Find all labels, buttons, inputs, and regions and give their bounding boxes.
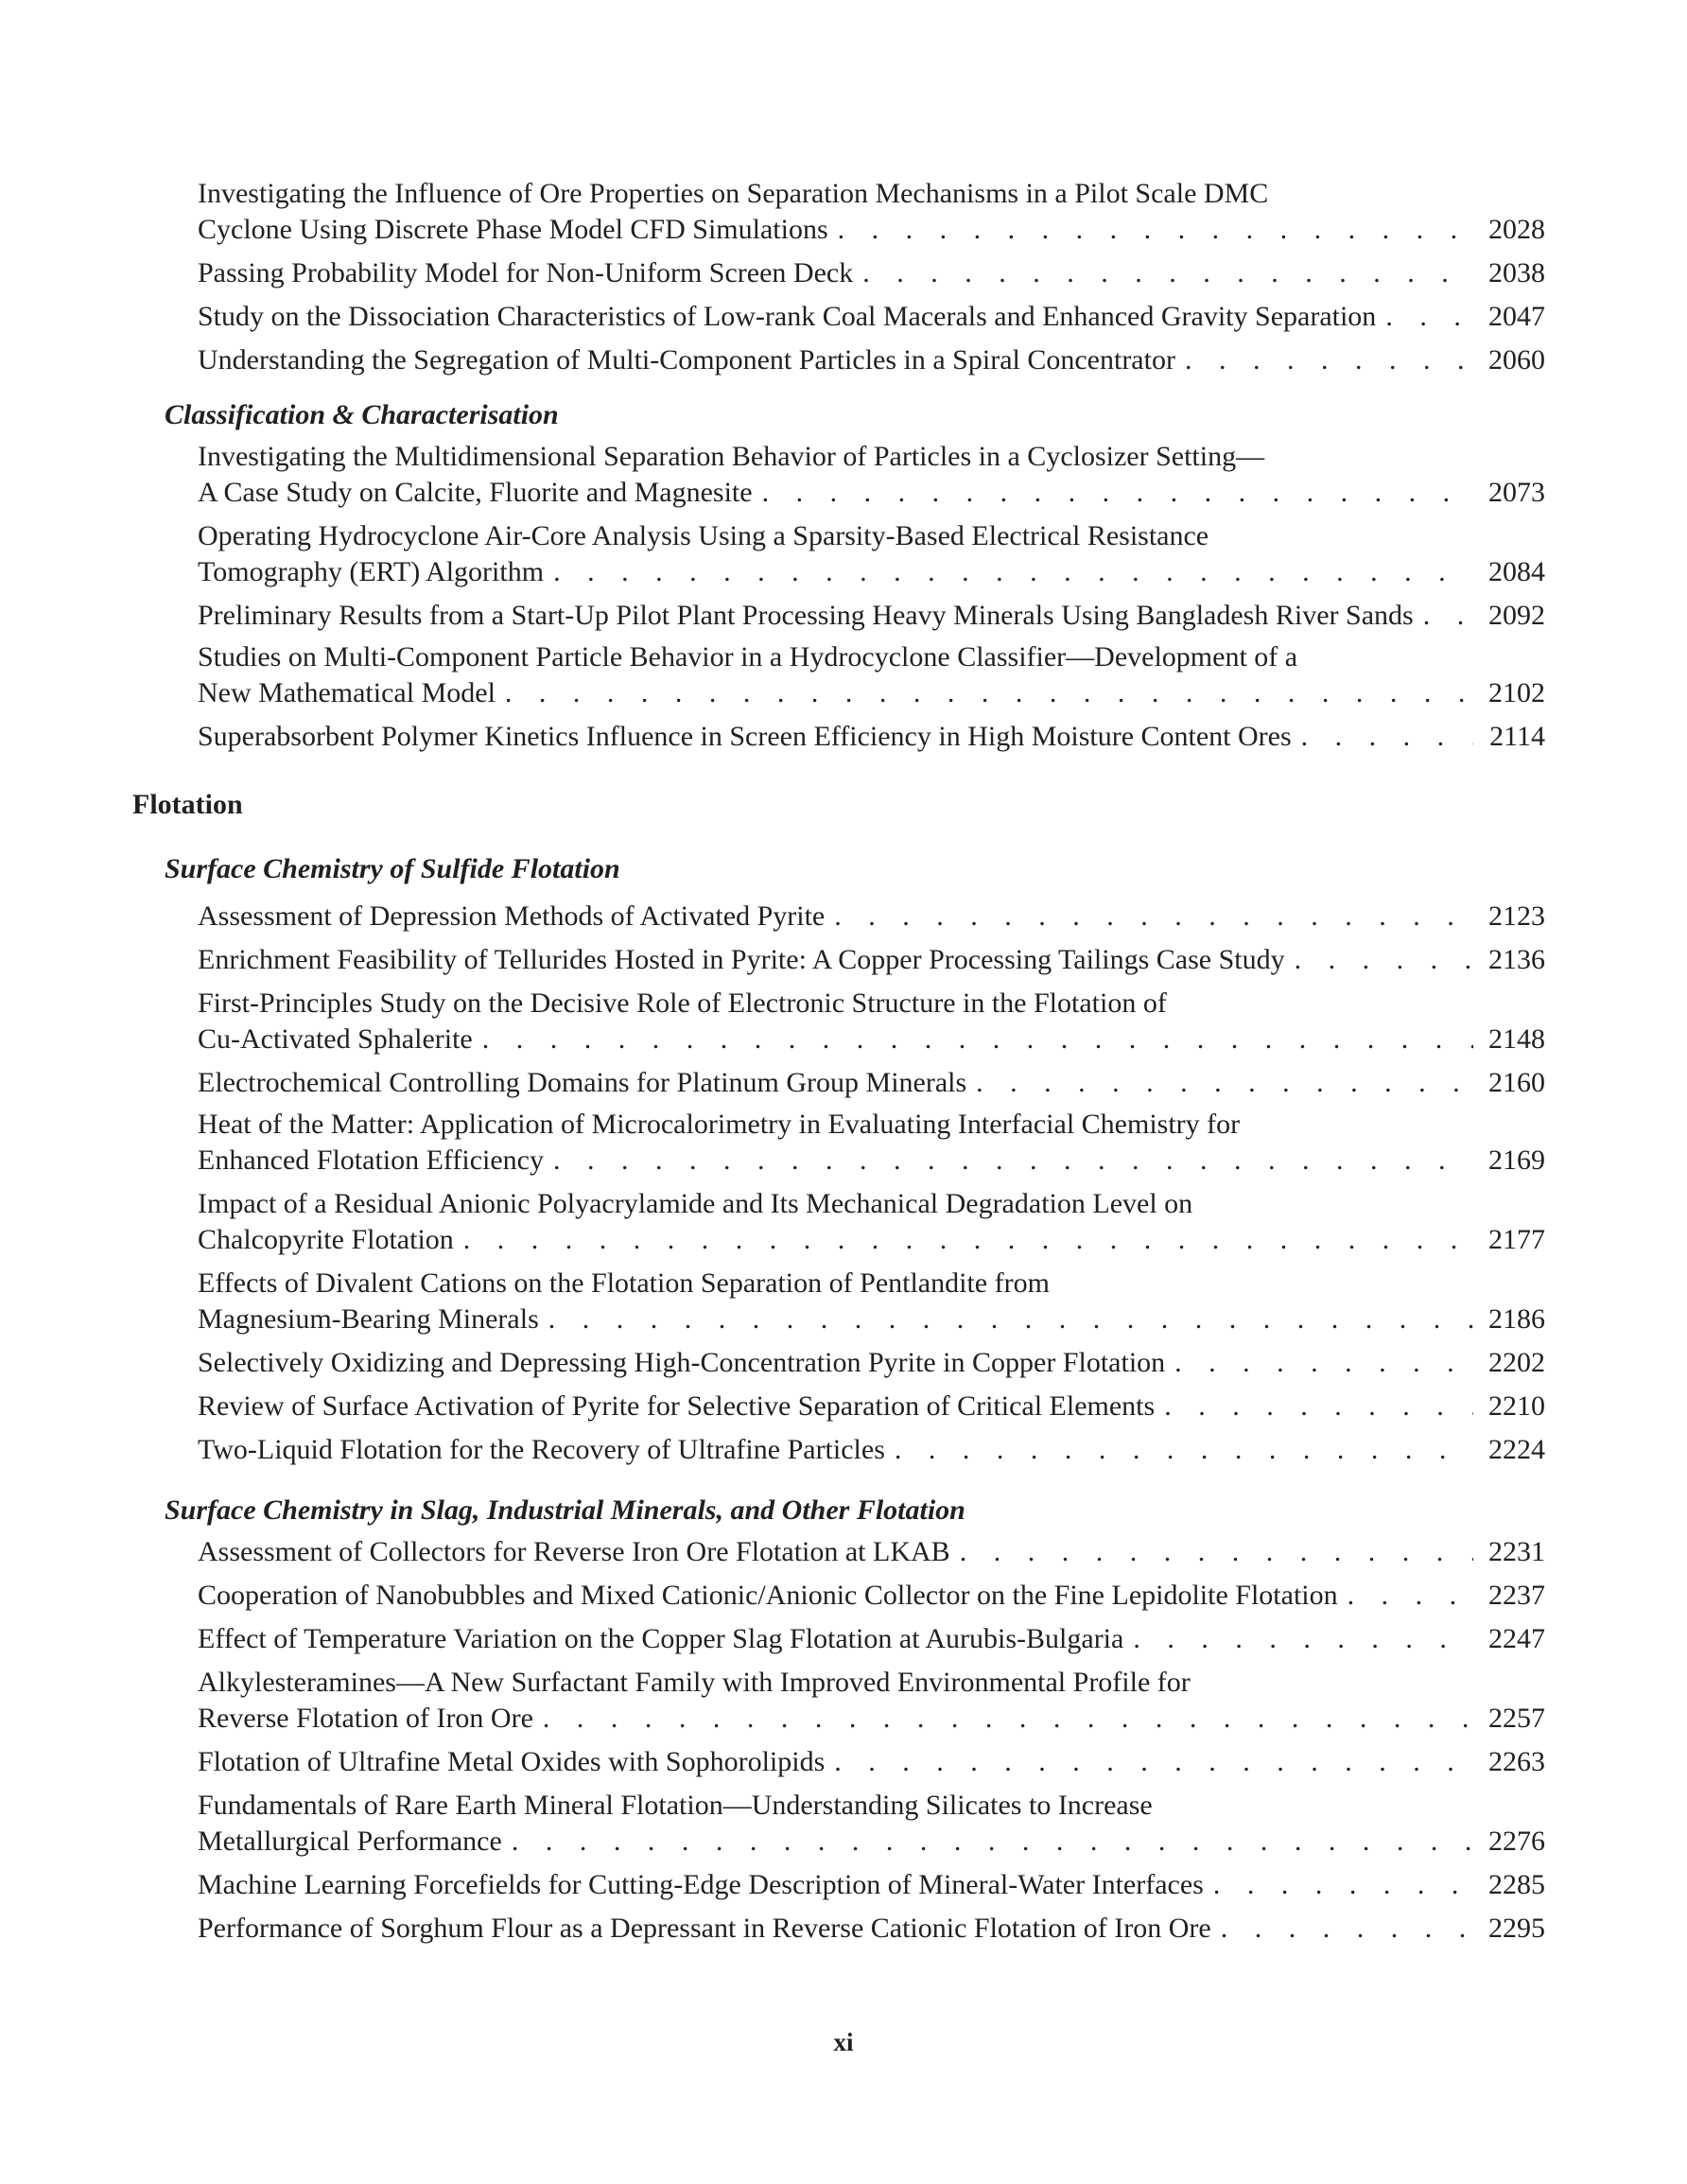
toc-entry [198, 942, 1545, 978]
entry-last-line [198, 1867, 1545, 1903]
dot-leader [895, 1432, 1473, 1468]
dot-leader [834, 1744, 1473, 1780]
entry-page-number: 2028 [1488, 214, 1545, 245]
entry-last-line [198, 1022, 1545, 1057]
entry-last-line [198, 1302, 1545, 1337]
entry-title-line: Cooperation of Nanobubbles and Mixed Cationic/Anionic Collector on the Fine Lepidolite Flotation [198, 1580, 1338, 1611]
dot-leader [512, 1824, 1473, 1860]
entry-title-line: Review of Surface Activation of Pyrite for Selective Separation of Critical Elements [198, 1390, 1156, 1422]
entry-page-number: 2102 [1488, 677, 1545, 708]
entry-page-number: 2169 [1488, 1144, 1545, 1176]
entry-page-number: 2247 [1488, 1623, 1545, 1654]
entry-last-line [198, 1345, 1545, 1381]
dot-leader [1185, 342, 1473, 378]
entry-title-line: Investigating the Multidimensional Separation Behavior of Particles in a Cyclosizer Setting— [198, 441, 1265, 472]
dot-leader [543, 1701, 1473, 1737]
entry-title-line: Chalcopyrite Flotation [198, 1224, 454, 1255]
entry-title-line: Tomography (ERT) Algorithm [198, 556, 545, 587]
toc-entry [198, 1107, 1545, 1179]
dot-leader [1164, 1389, 1473, 1424]
entry-title-line: First-Principles Study on the Decisive Role of Electronic Structure in the Flotation of [198, 987, 1167, 1019]
entry-page-number: 2060 [1488, 344, 1545, 376]
entry-page-number: 2038 [1488, 257, 1545, 288]
entry-title-line: Investigating the Influence of Ore Properties on Separation Mechanisms in a Pilot Scale DMC [198, 178, 1269, 209]
entry-title-line: New Mathematical Model [198, 677, 496, 708]
toc-entry [198, 176, 1545, 248]
entry-last-line [198, 1534, 1545, 1570]
entry-page-number: 2224 [1488, 1434, 1545, 1465]
entry-title-line: Cyclone Using Discrete Phase Model CFD Simulations [198, 214, 828, 245]
dot-leader [463, 1222, 1473, 1258]
entry-page-number: 2114 [1489, 721, 1545, 752]
entry-page-number: 2276 [1488, 1826, 1545, 1857]
toc-entry [198, 1911, 1545, 1947]
entry-page-number: 2136 [1488, 944, 1545, 975]
entry-title-line: Fundamentals of Rare Earth Mineral Flotation—Understanding Silicates to Increase [198, 1790, 1153, 1821]
entry-page-number: 2295 [1488, 1913, 1545, 1944]
subsection-heading: Classification & Characterisation [165, 399, 559, 430]
entry-last-line [198, 1578, 1545, 1614]
toc-entry [198, 1432, 1545, 1468]
entry-title-line: Two-Liquid Flotation for the Recovery of Ultrafine Particles [198, 1434, 885, 1465]
toc-entry [198, 1186, 1545, 1258]
entry-last-line [198, 255, 1545, 291]
dot-leader [1133, 1621, 1473, 1657]
entry-title-line: Performance of Sorghum Flour as a Depressant in Reverse Cationic Flotation of Iron Ore [198, 1913, 1211, 1944]
dot-leader [960, 1534, 1473, 1570]
entry-title-line: Operating Hydrocyclone Air-Core Analysis Using a Sparsity-Based Electrical Resistance [198, 520, 1209, 551]
dot-leader [505, 675, 1473, 711]
dot-leader [1221, 1911, 1473, 1947]
entry-last-line [198, 675, 1545, 711]
entry-title-line: Preliminary Results from a Start-Up Pilot Plant Processing Heavy Minerals Using Bangladesh River Sands [198, 600, 1414, 631]
entry-last-line [198, 719, 1545, 755]
toc-entry [198, 518, 1545, 590]
entry-title-line: Superabsorbent Polymer Kinetics Influence in Screen Efficiency in High Moisture Content Ores [198, 721, 1292, 752]
subsection-heading: Surface Chemistry in Slag, Industrial Minerals, and Other Flotation [165, 1494, 965, 1526]
dot-leader [834, 899, 1473, 935]
dot-leader [1348, 1578, 1473, 1614]
dot-leader [862, 255, 1473, 291]
dot-leader [553, 1143, 1473, 1179]
entry-title-line: Metallurgical Performance [198, 1826, 502, 1857]
entry-last-line [198, 899, 1545, 935]
entry-page-number: 2177 [1488, 1224, 1545, 1255]
toc-entry [198, 342, 1545, 378]
entry-last-line [198, 342, 1545, 378]
toc-entry [198, 1744, 1545, 1780]
toc-entry [198, 719, 1545, 755]
toc-entry [198, 1534, 1545, 1570]
entry-last-line [198, 1701, 1545, 1737]
entry-title-line: Cu-Activated Sphalerite [198, 1023, 473, 1055]
entry-title-line: Heat of the Matter: Application of Microcalorimetry in Evaluating Interfacial Chemistry for [198, 1109, 1241, 1140]
entry-page-number: 2123 [1488, 900, 1545, 932]
entry-title-line: Passing Probability Model for Non-Uniform Screen Deck [198, 257, 854, 288]
entry-title-line: Understanding the Segregation of Multi-Component Particles in a Spiral Concentrator [198, 344, 1175, 376]
page-number: xi [833, 2028, 854, 2056]
toc-entry [198, 439, 1545, 511]
entry-last-line [198, 1143, 1545, 1179]
entry-title-line: Assessment of Collectors for Reverse Iron Ore Flotation at LKAB [198, 1536, 950, 1567]
entry-title-line: Studies on Multi-Component Particle Behavior in a Hydrocyclone Classifier—Development of a [198, 641, 1298, 673]
entry-page-number: 2263 [1488, 1746, 1545, 1777]
entry-last-line [198, 1389, 1545, 1424]
toc-entry [198, 255, 1545, 291]
entry-title-line: Reverse Flotation of Iron Ore [198, 1703, 533, 1734]
dot-leader [1174, 1345, 1473, 1381]
entry-last-line [198, 1911, 1545, 1947]
entry-page-number: 2047 [1488, 301, 1545, 332]
entry-last-line [198, 1432, 1545, 1468]
entry-page-number: 2202 [1488, 1347, 1545, 1378]
entry-last-line [198, 598, 1545, 634]
dot-leader [976, 1065, 1473, 1101]
toc-entry [198, 1345, 1545, 1381]
toc-entry [198, 1621, 1545, 1657]
subsection-heading: Surface Chemistry of Sulfide Flotation [165, 853, 620, 884]
entry-page-number: 2073 [1488, 477, 1545, 508]
entry-last-line [198, 1222, 1545, 1258]
entry-last-line [198, 475, 1545, 511]
entry-page-number: 2231 [1488, 1536, 1545, 1567]
entry-title-line: Flotation of Ultrafine Metal Oxides with Sophorolipids [198, 1746, 826, 1777]
dot-leader [1385, 299, 1473, 335]
entry-page-number: 2148 [1488, 1023, 1545, 1055]
entry-title-line: Impact of a Residual Anionic Polyacrylamide and Its Mechanical Degradation Level on [198, 1188, 1193, 1219]
section-heading: Flotation [132, 789, 243, 820]
entry-page-number: 2257 [1488, 1703, 1545, 1734]
dot-leader [482, 1022, 1473, 1057]
entry-title-line: A Case Study on Calcite, Fluorite and Magnesite [198, 477, 753, 508]
entry-page-number: 2237 [1488, 1580, 1545, 1611]
entry-page-number: 2285 [1488, 1869, 1545, 1900]
entry-title-line: Selectively Oxidizing and Depressing High-Concentration Pyrite in Copper Flotation [198, 1347, 1166, 1378]
toc-entry [198, 598, 1545, 634]
entry-title-line: Effects of Divalent Cations on the Flotation Separation of Pentlandite from [198, 1267, 1050, 1299]
toc-entry [198, 1389, 1545, 1424]
entry-page-number: 2186 [1488, 1303, 1545, 1335]
toc-entry [198, 1266, 1545, 1337]
toc-entry [198, 1578, 1545, 1614]
entry-page-number: 2092 [1488, 600, 1545, 631]
toc-entry [198, 986, 1545, 1057]
dot-leader [1423, 598, 1473, 634]
entry-title-line: Machine Learning Forcefields for Cutting-Edge Description of Mineral-Water Interfaces [198, 1869, 1204, 1900]
toc-entry [198, 1065, 1545, 1101]
toc-entry [198, 1665, 1545, 1737]
toc-entry [198, 899, 1545, 935]
entry-title-line: Enrichment Feasibility of Tellurides Hosted in Pyrite: A Copper Processing Tailings Case Study [198, 944, 1285, 975]
toc-entry [198, 639, 1545, 711]
entry-last-line [198, 1621, 1545, 1657]
entry-last-line [198, 1744, 1545, 1780]
entry-last-line [198, 299, 1545, 335]
entry-last-line [198, 554, 1545, 590]
dot-leader [548, 1302, 1473, 1337]
entry-last-line [198, 212, 1545, 248]
dot-leader [762, 475, 1473, 511]
dot-leader [838, 212, 1473, 248]
entry-title-line: Electrochemical Controlling Domains for Platinum Group Minerals [198, 1067, 967, 1098]
dot-leader [1213, 1867, 1473, 1903]
entry-title-line: Study on the Dissociation Characteristics of Low-rank Coal Macerals and Enhanced Gravity Separation [198, 301, 1377, 332]
entry-last-line [198, 1824, 1545, 1860]
entry-title-line: Enhanced Flotation Efficiency [198, 1144, 544, 1176]
entry-title-line: Alkylesteramines—A New Surfactant Family with Improved Environmental Profile for [198, 1667, 1191, 1698]
entry-title-line: Magnesium-Bearing Minerals [198, 1303, 539, 1335]
entry-last-line [198, 942, 1545, 978]
entry-last-line [198, 1065, 1545, 1101]
dot-leader [1295, 942, 1473, 978]
toc-entry [198, 1788, 1545, 1860]
entry-title-line: Assessment of Depression Methods of Activated Pyrite [198, 900, 826, 932]
entry-page-number: 2160 [1488, 1067, 1545, 1098]
dot-leader [1301, 719, 1473, 755]
entry-page-number: 2210 [1488, 1390, 1545, 1422]
toc-entry [198, 299, 1545, 335]
dot-leader [553, 554, 1473, 590]
toc-entry [198, 1867, 1545, 1903]
entry-page-number: 2084 [1488, 556, 1545, 587]
entry-title-line: Effect of Temperature Variation on the Copper Slag Flotation at Aurubis-Bulgaria [198, 1623, 1124, 1654]
